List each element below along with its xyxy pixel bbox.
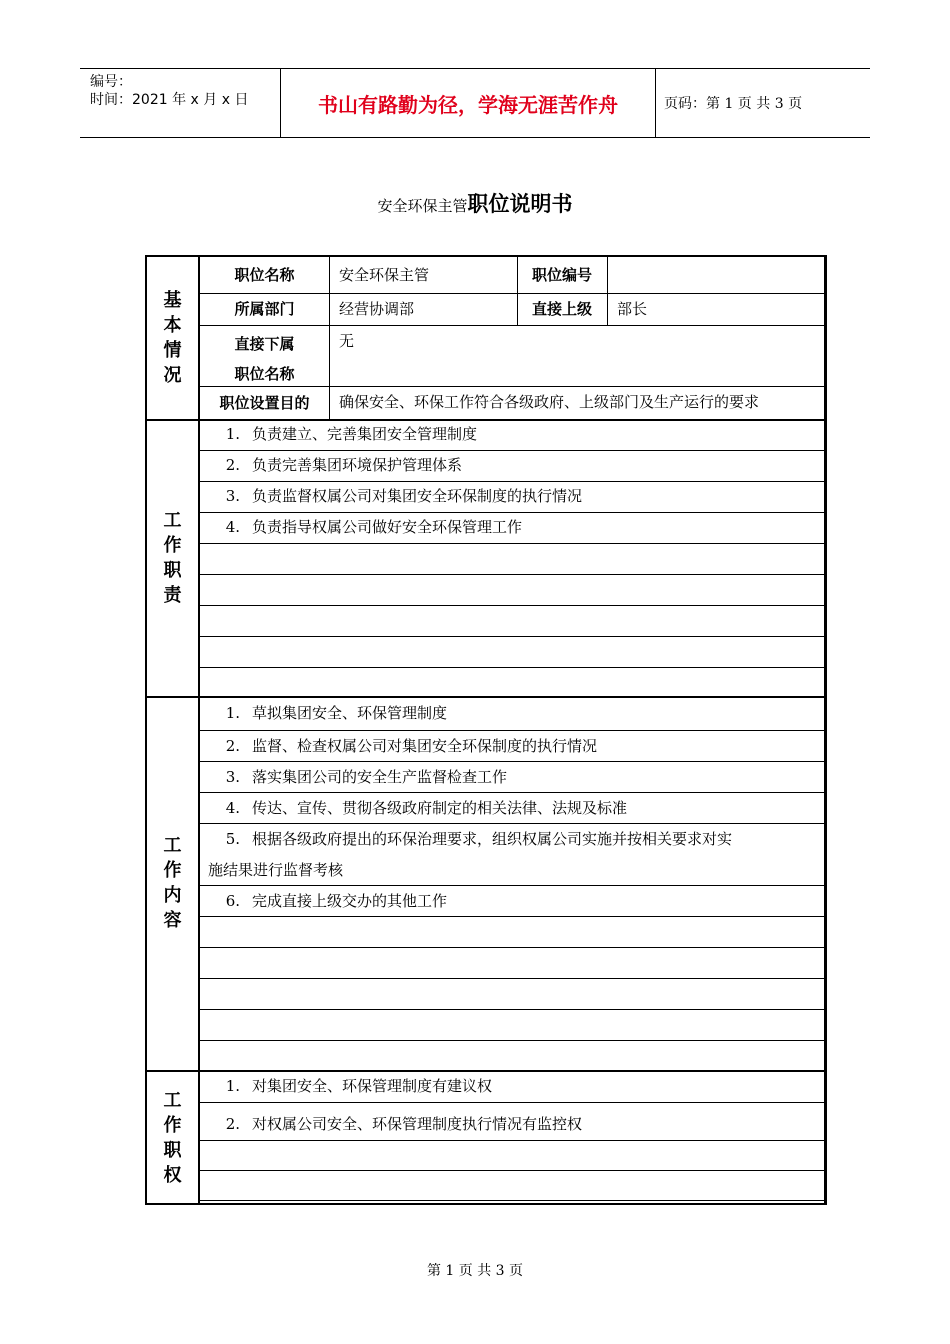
row-divider: [200, 947, 824, 948]
row-divider: [200, 978, 824, 979]
header-meta: [80, 69, 280, 137]
authority-item: [200, 1113, 582, 1135]
row-divider: [200, 916, 824, 917]
item-text: 负责监督权属公司对集团安全环保制度的执行情况: [252, 487, 583, 505]
section-char: 作: [163, 534, 182, 556]
item-number: 2.: [225, 1115, 240, 1133]
page-header: [80, 68, 870, 138]
section-label-duties: [147, 419, 200, 696]
row-divider: [200, 1009, 824, 1010]
title-suffix: 职位说明书: [467, 192, 573, 216]
header-time: 时间：2021 年 x 月 x 日: [90, 92, 249, 108]
item-number: 3.: [225, 768, 240, 786]
page-footer: 第 1 页 共 3 页: [426, 1263, 524, 1279]
header-page-info: 页码：第 1 页 共 3 页: [664, 96, 803, 112]
title-position: 安全环保主管: [377, 197, 468, 215]
section-char: 情: [163, 340, 182, 361]
label-position-name: 职位名称: [234, 266, 295, 284]
content-item: [200, 797, 627, 819]
section-char: 职: [163, 559, 182, 581]
section-char: 工: [163, 1089, 182, 1111]
section-char: 作: [163, 860, 182, 881]
section-char: 职: [163, 1139, 182, 1161]
row-divider: [200, 1102, 824, 1103]
label-superior: 直接上级: [531, 300, 592, 318]
content-item: [200, 890, 447, 912]
section-char: 作: [163, 1114, 182, 1136]
item-text: 完成直接上级交办的其他工作: [252, 892, 448, 910]
label-subordinates-line2: 职位名称: [234, 365, 295, 383]
row-divider: [200, 512, 824, 513]
row-divider: [200, 543, 824, 544]
item-text: 负责指导权属公司做好安全环保管理工作: [252, 518, 523, 536]
item-text: 监督、检查权属公司对集团安全环保制度的执行情况: [252, 737, 598, 755]
section-char: 内: [163, 885, 182, 906]
row-divider: [200, 574, 824, 575]
content-item: [200, 702, 447, 724]
row-divider: [200, 1140, 824, 1141]
section-char: 工: [163, 835, 182, 856]
col-divider: [607, 257, 608, 325]
section-char: 况: [163, 365, 182, 386]
value-purpose: 确保安全、环保工作符合各级政府、上级部门及生产运行的要求: [339, 393, 760, 411]
item-number: 6.: [225, 892, 240, 910]
row-divider: [200, 1040, 824, 1041]
item-text: 草拟集团安全、环保管理制度: [252, 704, 448, 722]
row-divider: [200, 636, 824, 637]
item-text: 负责完善集团环境保护管理体系: [252, 456, 463, 474]
item-number: 1.: [225, 1077, 240, 1095]
authority-item: [200, 1075, 492, 1097]
item-number: 2.: [225, 737, 240, 755]
row-divider: [200, 667, 824, 668]
section-label-content: [147, 696, 200, 1070]
section-char: 本: [163, 315, 182, 336]
row-divider: [200, 1170, 824, 1171]
content-item: [200, 766, 507, 788]
value-subordinates: 无: [339, 332, 355, 350]
content-item: [200, 735, 597, 757]
header-motto: 书山有路勤为径，学海无涯苦作舟: [318, 92, 618, 117]
section-divider: [147, 696, 824, 698]
row-divider: [200, 823, 824, 824]
value-department: 经营协调部: [339, 300, 415, 318]
row-divider: [200, 1200, 824, 1201]
row-divider: [200, 730, 824, 731]
section-char: 责: [163, 584, 182, 606]
section-char: 权: [163, 1164, 182, 1186]
label-subordinates: [200, 329, 329, 389]
value-superior: 部长: [617, 300, 648, 318]
header-number: 编号：: [90, 74, 132, 90]
item-number: 4.: [225, 799, 240, 817]
job-description-table: [145, 255, 827, 1205]
row-divider: [200, 761, 824, 762]
document-title: [0, 188, 950, 218]
item-number: 3.: [225, 487, 240, 505]
item-number: 5.: [225, 830, 240, 848]
item-text: 负责建立、完善集团安全管理制度: [252, 425, 478, 443]
label-position-code: 职位编号: [531, 266, 592, 284]
row-divider: [200, 325, 824, 326]
section-label-basic: [147, 257, 200, 419]
row-divider: [200, 605, 824, 606]
duty-item: [200, 516, 522, 538]
col-divider: [329, 257, 330, 419]
section-divider: [147, 419, 824, 421]
row-divider: [200, 792, 824, 793]
row-divider: [200, 885, 824, 886]
item-number: 4.: [225, 518, 240, 536]
item-text: 传达、宣传、贯彻各级政府制定的相关法律、法规及标准: [252, 799, 628, 817]
row-divider: [200, 481, 824, 482]
section-char: 工: [163, 509, 182, 531]
duty-item: [200, 454, 462, 476]
item-text: 根据各级政府提出的环保治理要求，组织权属公司实施并按相关要求对实: [252, 830, 733, 848]
duty-item: [200, 423, 477, 445]
duty-item: [200, 485, 582, 507]
content-item: [200, 828, 732, 850]
label-department: 所属部门: [234, 300, 295, 318]
item-text: 对权属公司安全、环保管理制度执行情况有监控权: [252, 1115, 583, 1133]
content-item-continued: 施结果进行监督考核: [208, 861, 344, 879]
item-number: 1.: [225, 425, 240, 443]
item-number: 2.: [225, 456, 240, 474]
item-text: 对集团安全、环保管理制度有建议权: [252, 1077, 493, 1095]
item-text: 落实集团公司的安全生产监督检查工作: [252, 768, 508, 786]
header-motto-cell: [280, 69, 656, 137]
section-char: 基: [163, 290, 182, 311]
section-char: 容: [163, 910, 182, 931]
label-purpose: 职位设置目的: [219, 393, 310, 412]
label-subordinates-line1: 直接下属: [234, 335, 295, 353]
row-divider: [200, 450, 824, 451]
section-divider: [147, 1070, 824, 1072]
value-position-name: 安全环保主管: [339, 266, 430, 284]
item-number: 1.: [225, 704, 240, 722]
section-label-authority: [147, 1070, 200, 1205]
